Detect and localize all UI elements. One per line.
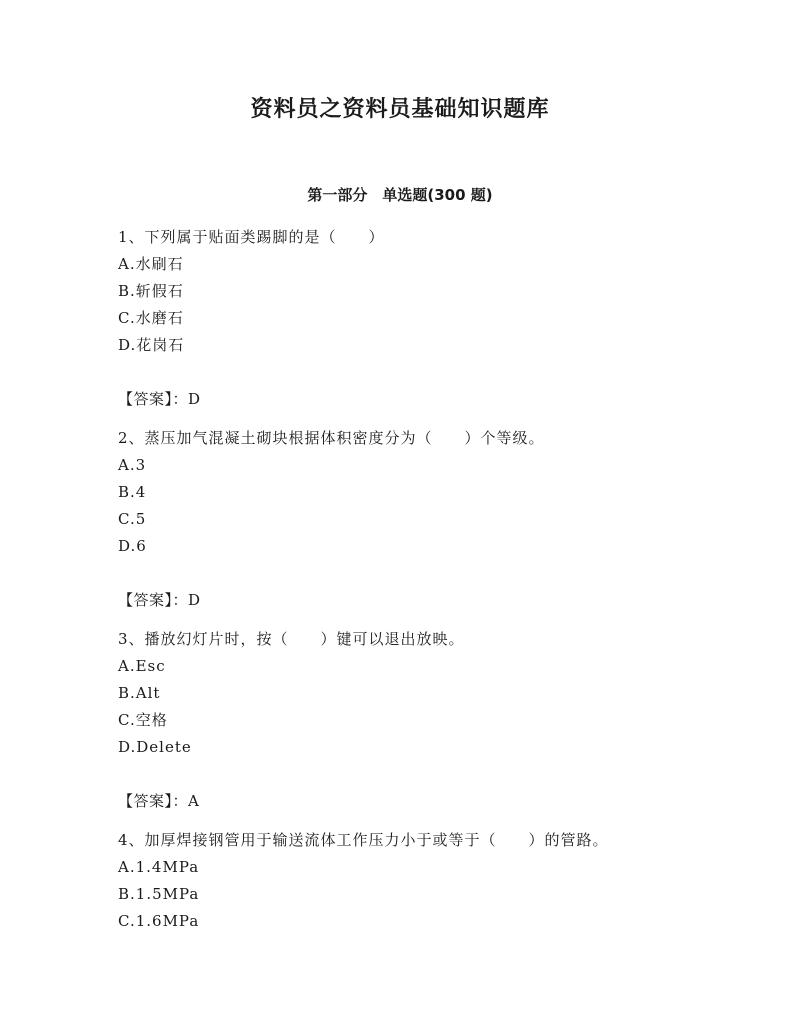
section-title: 第一部分 单选题(300 题) — [307, 186, 493, 204]
question-list — [118, 224, 718, 935]
question-item — [118, 224, 718, 413]
question-answer: 【答案】：A — [118, 792, 200, 810]
question-option: C.水磨石 — [118, 309, 184, 327]
question-option: D.花岗石 — [118, 336, 185, 354]
question-answer: 【答案】：D — [118, 591, 201, 609]
question-answer: 【答案】：D — [118, 390, 201, 408]
question-option: A.Esc — [118, 657, 166, 675]
question-option: B.Alt — [118, 684, 161, 702]
question-option: C.空格 — [118, 711, 168, 729]
question-item — [118, 827, 718, 935]
question-option: A.3 — [118, 456, 147, 474]
question-option: A.水刷石 — [118, 255, 184, 273]
document-title: 资料员之资料员基础知识题库 — [250, 97, 550, 122]
question-option: D.6 — [118, 537, 147, 555]
question-item — [118, 626, 718, 815]
question-option: B.4 — [118, 483, 147, 501]
question-stem: 3、播放幻灯片时，按（ ）键可以退出放映。 — [118, 630, 465, 648]
question-option: B.1.5MPa — [118, 885, 200, 903]
question-option: C.5 — [118, 510, 147, 528]
question-item — [118, 425, 718, 614]
question-option: C.1.6MPa — [118, 912, 200, 930]
question-stem: 4、加厚焊接钢管用于输送流体工作压力小于或等于（ ）的管路。 — [118, 831, 609, 849]
question-option: D.Delete — [118, 738, 192, 756]
question-option: B.斩假石 — [118, 282, 184, 300]
question-option: A.1.4MPa — [118, 858, 200, 876]
question-stem: 2、蒸压加气混凝土砌块根据体积密度分为（ ）个等级。 — [118, 429, 545, 447]
question-stem: 1、下列属于贴面类踢脚的是（ ） — [118, 228, 385, 246]
